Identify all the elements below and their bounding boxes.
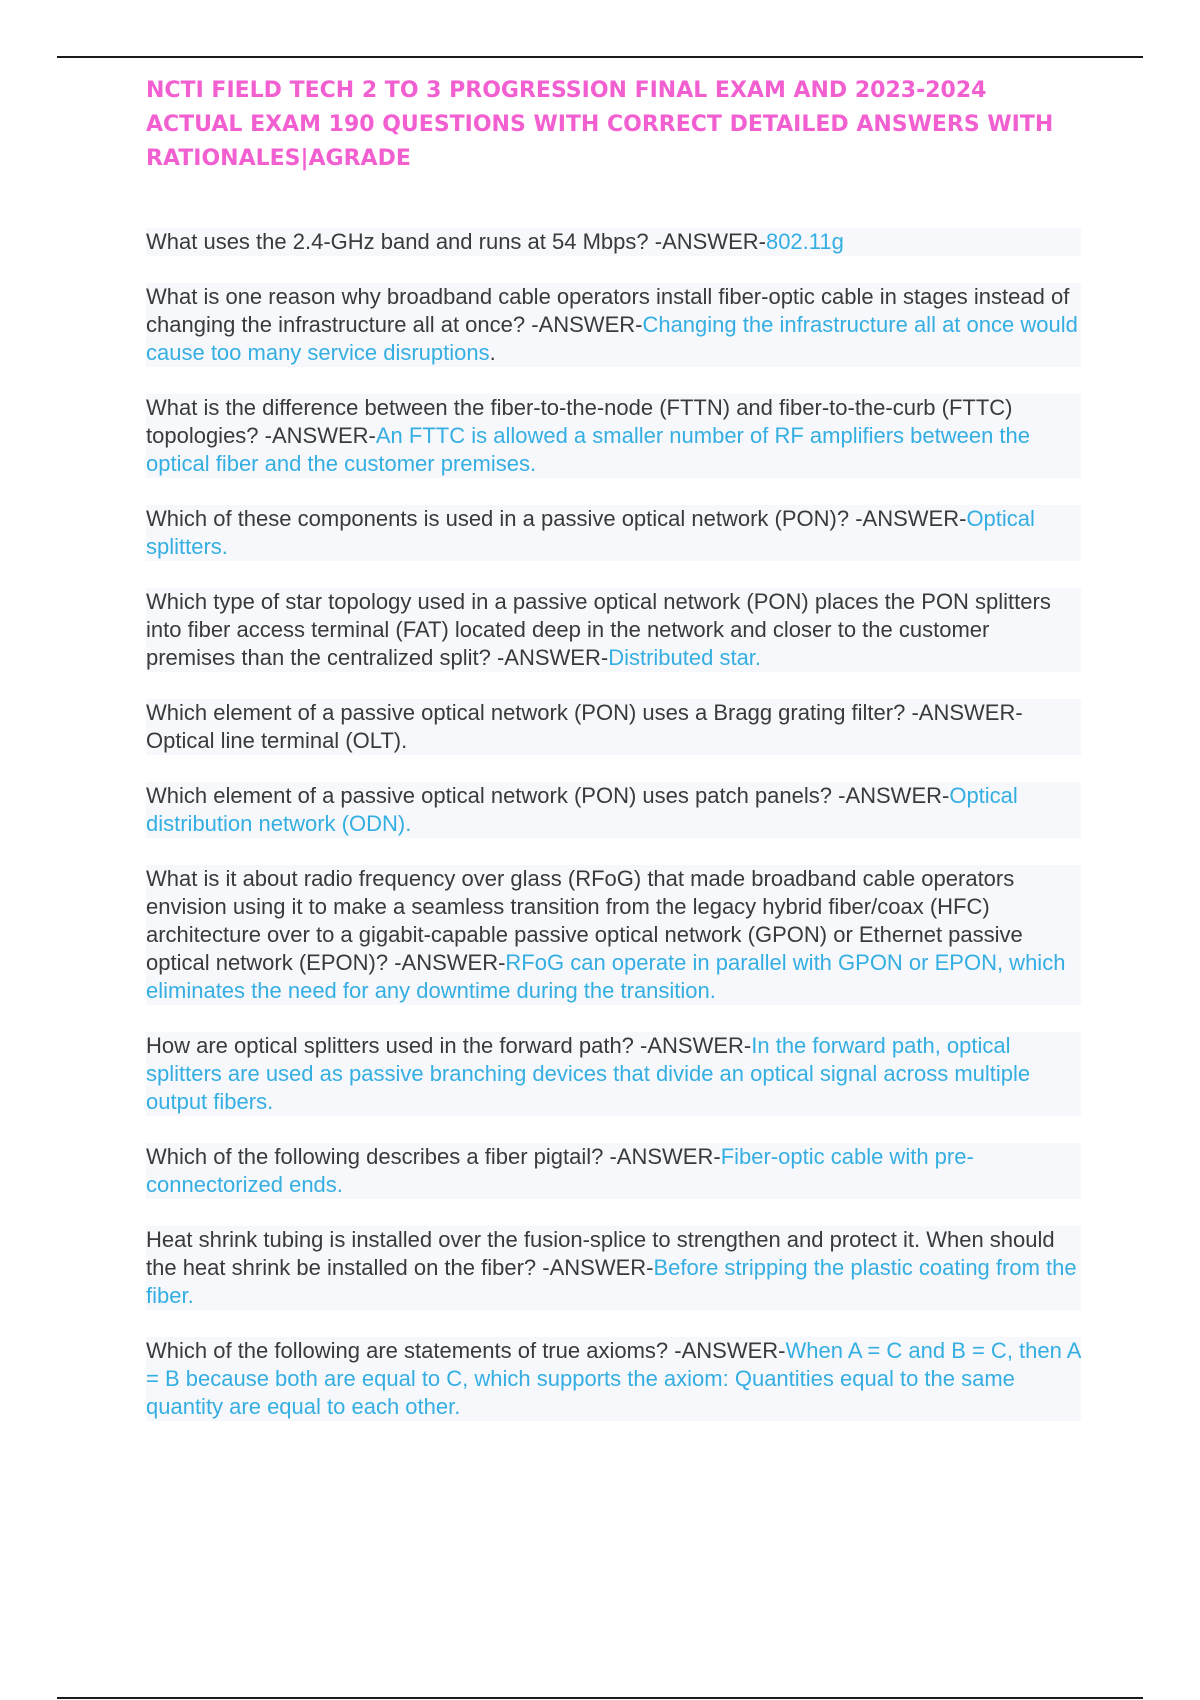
- qa-item: [146, 1143, 1081, 1199]
- answer-text: Optical distribution network (ODN).: [146, 783, 1018, 836]
- answer-text: 802.11g: [765, 229, 844, 254]
- answer-text: RFoG can operate in parallel with GPON or EPON, which eliminates the need for any downtime during the transition.: [146, 950, 1066, 1003]
- top-rule: [57, 56, 1143, 58]
- qa-item: [146, 505, 1081, 561]
- answer-text: Changing the infrastructure all at once would cause too many service disruptions: [146, 312, 1078, 365]
- answer-separator: -ANSWER-: [388, 950, 506, 975]
- qa-item: [146, 782, 1081, 838]
- qa-item: [146, 1337, 1081, 1421]
- question-text: Which of these components is used in a passive optical network (PON)?: [146, 506, 850, 531]
- question-text: Heat shrink tubing is installed over the fusion-splice to strengthen and protect it. When should the heat shrink be installed on the fiber?: [146, 1227, 1055, 1280]
- qa-item: [146, 865, 1081, 1005]
- qa-item: [146, 394, 1081, 478]
- answer-text: An FTTC is allowed a smaller number of RF amplifiers between the optical fiber and the customer premises.: [146, 423, 1031, 476]
- answer-separator: -ANSWER-: [633, 1033, 752, 1058]
- answer-text: Optical splitters.: [146, 506, 1035, 559]
- answer-text: Before stripping the plastic coating from the fiber.: [146, 1255, 1077, 1308]
- answer-text: Fiber-optic cable with pre-connectorized ends.: [146, 1144, 974, 1197]
- question-text: Which of the following are statements of true axioms?: [146, 1338, 669, 1363]
- answer-separator: -ANSWER-: [648, 229, 766, 254]
- answer-separator: -ANSWER-: [603, 1144, 721, 1169]
- qa-item: [146, 283, 1081, 367]
- answer-text: In the forward path, optical splitters are used as passive branching devices that divide an optical signal across multiple output fibers.: [146, 1033, 1031, 1114]
- qa-item: [146, 1032, 1081, 1116]
- question-text: What uses the 2.4-GHz band and runs at 54 Mbps?: [146, 229, 649, 254]
- question-text: Which element of a passive optical network (PON) uses patch panels?: [146, 783, 832, 808]
- qa-item: [146, 228, 1081, 256]
- answer-text: Distributed star.: [608, 645, 762, 670]
- answer-text: When A = C and B = C, then A = B because both are equal to C, which supports the axiom: Quantities equal to the same quantity are equal to each other.: [146, 1338, 1081, 1419]
- answer-separator: -ANSWER-: [849, 506, 967, 531]
- answer-separator: -ANSWER-: [490, 645, 609, 670]
- answer-separator: -ANSWER-: [536, 1255, 654, 1280]
- qa-list: [146, 228, 1081, 1448]
- question-text: What is the difference between the fiber-to-the-node (FTTN) and fiber-to-the-curb (FTTC) topologies?: [146, 395, 1013, 448]
- answer-separator: -ANSWER-: [668, 1338, 786, 1363]
- question-text: Which element of a passive optical network (PON) uses a Bragg grating filter?: [146, 700, 906, 725]
- answer-text: Optical line terminal (OLT).: [146, 728, 408, 753]
- answer-separator: -ANSWER-: [525, 312, 643, 337]
- bottom-rule: [57, 1697, 1143, 1699]
- page-title: NCTI FIELD TECH 2 TO 3 PROGRESSION FINAL EXAM AND 2023-2024 ACTUAL EXAM 190 QUESTIONS WITH CORRECT DETAILED ANSWERS WITH RATIONALES|AGRADE: [146, 78, 1054, 171]
- answer-separator: -ANSWER-: [905, 700, 1023, 725]
- qa-item: [146, 588, 1081, 672]
- qa-item: [146, 699, 1081, 755]
- question-text: What is it about radio frequency over glass (RFoG) that made broadband cable operators envision using it to make a seamless transition from the legacy hybrid fiber/coax (HFC) architecture over to a gigabit-capable passive optical network (GPON) or Ethernet passive optical network (EPON)?: [146, 866, 1023, 975]
- question-text: Which type of star topology used in a passive optical network (PON) places the PON splitters into fiber access terminal (FAT) located deep in the network and closer to the customer premises than the centralized split?: [146, 589, 1051, 670]
- answer-trailing: .: [489, 340, 496, 365]
- answer-separator: -ANSWER-: [258, 423, 376, 448]
- question-text: What is one reason why broadband cable operators install fiber-optic cable in stages instead of changing the infrastructure all at once?: [146, 284, 1070, 337]
- question-text: Which of the following describes a fiber pigtail?: [146, 1144, 604, 1169]
- answer-separator: -ANSWER-: [832, 783, 950, 808]
- qa-item: [146, 1226, 1081, 1310]
- question-text: How are optical splitters used in the forward path?: [146, 1033, 634, 1058]
